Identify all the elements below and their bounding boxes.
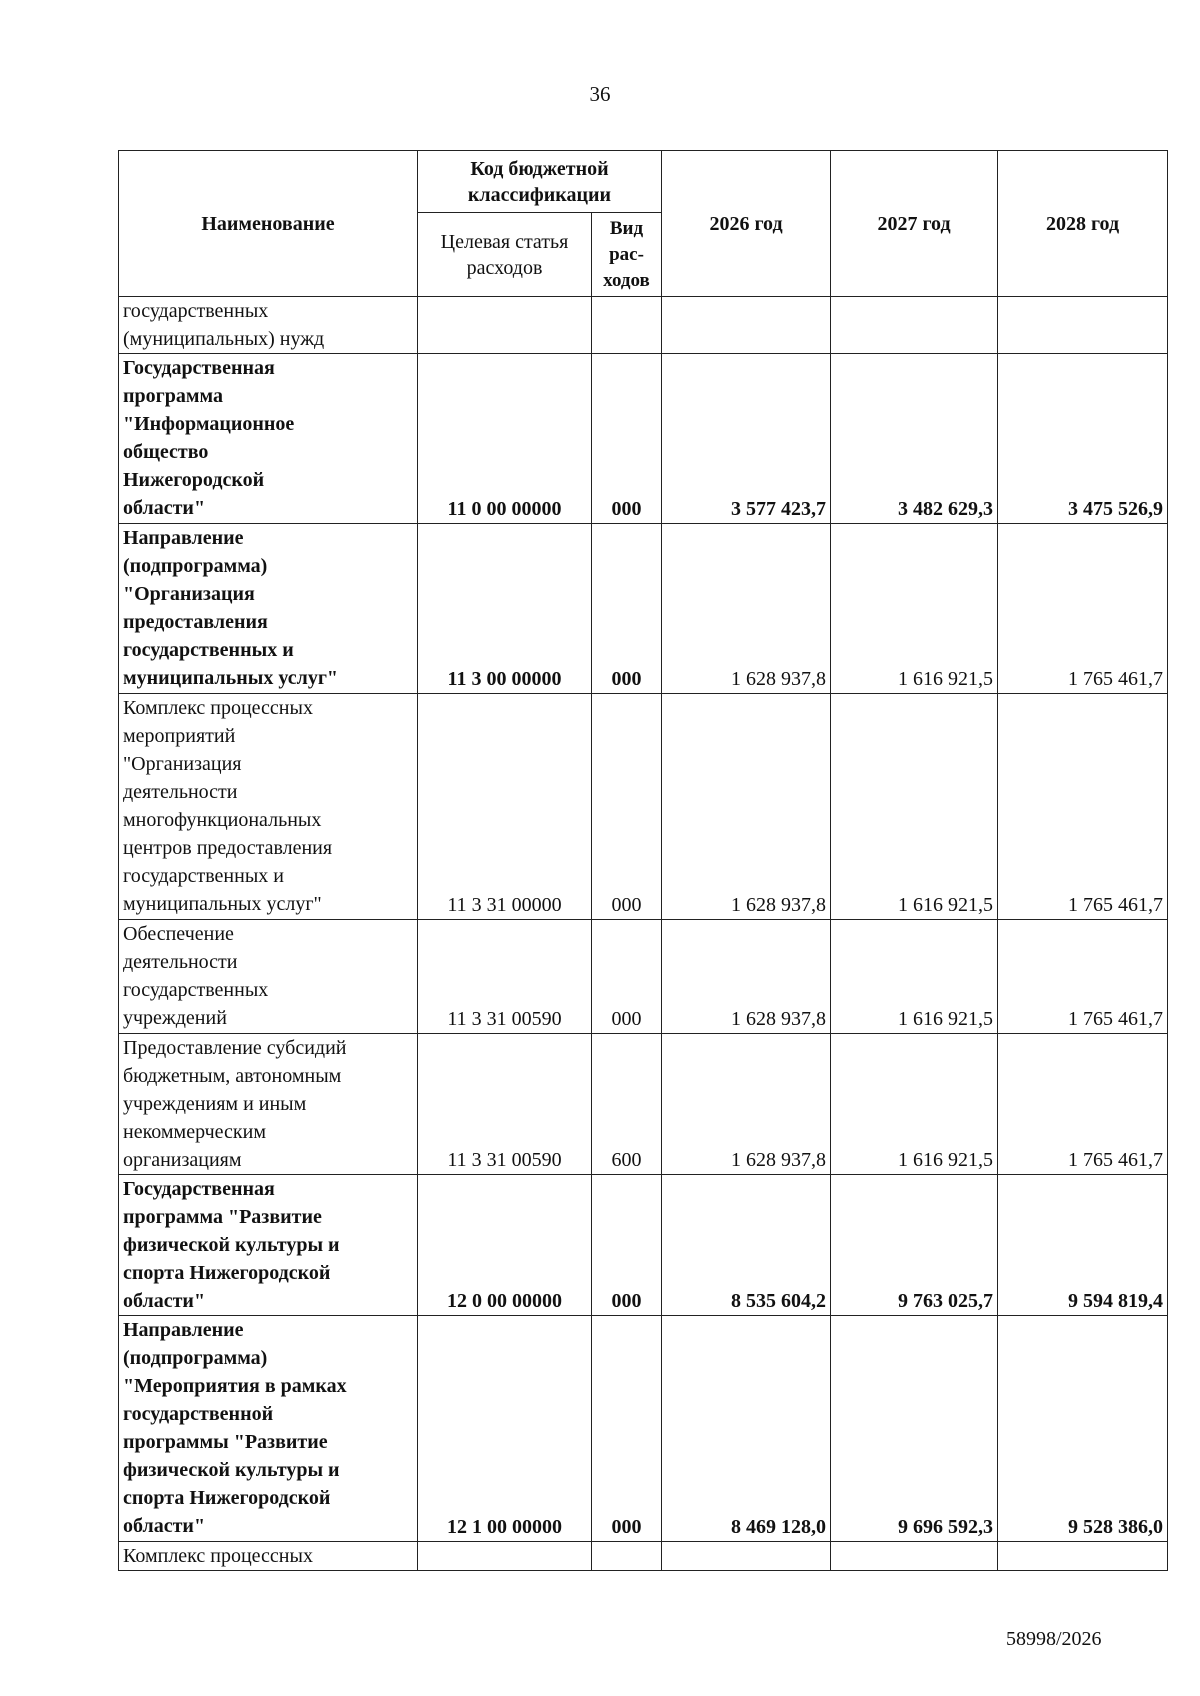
row-name-cell: государственных (муниципальных) нужд — [119, 297, 418, 354]
row-target-article-cell: 12 0 00 00000 — [418, 1175, 592, 1316]
table-header — [119, 151, 1168, 297]
row-expense-type-cell: 000 — [592, 920, 662, 1034]
row-value-2028-cell — [998, 1542, 1168, 1571]
row-value-2027-cell: 1 616 921,5 — [831, 920, 998, 1034]
row-target-article-cell: 12 1 00 00000 — [418, 1316, 592, 1542]
row-value-2026-cell: 3 577 423,7 — [662, 354, 831, 524]
row-expense-type-cell: 000 — [592, 354, 662, 524]
row-value-2028-cell: 1 765 461,7 — [998, 694, 1168, 920]
row-name-cell: Государственная программа "Развитие физической культуры и спорта Нижегородской области" — [119, 1175, 418, 1316]
header-code-group: Код бюджетной классификации — [418, 151, 662, 213]
row-value-2028-cell: 1 765 461,7 — [998, 1034, 1168, 1175]
row-name-cell: Обеспечение деятельности государственных учреждений — [119, 920, 418, 1034]
row-target-article-cell: 11 3 00 00000 — [418, 524, 592, 694]
table-body — [119, 297, 1168, 1571]
row-value-2027-cell: 9 763 025,7 — [831, 1175, 998, 1316]
row-name-cell: Направление (подпрограмма) "Организация предоставления государственных и муниципальных услуг" — [119, 524, 418, 694]
row-value-2027-cell: 9 696 592,3 — [831, 1316, 998, 1542]
row-target-article-cell: 11 3 31 00590 — [418, 920, 592, 1034]
table-row — [119, 297, 1168, 354]
page-number: 36 — [589, 82, 611, 106]
row-value-2026-cell: 1 628 937,8 — [662, 524, 831, 694]
table-row — [119, 1175, 1168, 1316]
row-expense-type-cell: 000 — [592, 1316, 662, 1542]
row-expense-type-cell — [592, 297, 662, 354]
row-name-cell: Государственная программа "Информационное общество Нижегородской области" — [119, 354, 418, 524]
table-row — [119, 1034, 1168, 1175]
row-value-2026-cell: 8 535 604,2 — [662, 1175, 831, 1316]
header-target-article: Целевая статья расходов — [418, 213, 592, 297]
table-row — [119, 354, 1168, 524]
row-expense-type-cell: 600 — [592, 1034, 662, 1175]
row-expense-type-cell: 000 — [592, 524, 662, 694]
row-target-article-cell — [418, 1542, 592, 1571]
row-value-2026-cell: 8 469 128,0 — [662, 1316, 831, 1542]
row-target-article-cell — [418, 297, 592, 354]
row-value-2026-cell: 1 628 937,8 — [662, 694, 831, 920]
row-value-2027-cell — [831, 297, 998, 354]
table-row — [119, 694, 1168, 920]
header-year-2028: 2028 год — [998, 151, 1168, 297]
row-name-cell: Комплекс процессных мероприятий "Организация деятельности многофункциональных центров предоставления государственных и муниципальных услуг" — [119, 694, 418, 920]
row-value-2028-cell: 1 765 461,7 — [998, 920, 1168, 1034]
row-value-2028-cell — [998, 297, 1168, 354]
header-year-2027: 2027 год — [831, 151, 998, 297]
header-name: Наименование — [119, 151, 418, 297]
row-value-2027-cell — [831, 1542, 998, 1571]
row-value-2026-cell — [662, 297, 831, 354]
row-value-2026-cell: 1 628 937,8 — [662, 1034, 831, 1175]
row-value-2028-cell: 3 475 526,9 — [998, 354, 1168, 524]
header-year-2026: 2026 год — [662, 151, 831, 297]
row-expense-type-cell — [592, 1542, 662, 1571]
row-expense-type-cell: 000 — [592, 1175, 662, 1316]
row-value-2028-cell: 9 594 819,4 — [998, 1175, 1168, 1316]
table-row — [119, 1542, 1168, 1571]
row-value-2027-cell: 3 482 629,3 — [831, 354, 998, 524]
row-value-2026-cell: 1 628 937,8 — [662, 920, 831, 1034]
row-value-2027-cell: 1 616 921,5 — [831, 694, 998, 920]
row-target-article-cell: 11 3 31 00590 — [418, 1034, 592, 1175]
row-value-2026-cell — [662, 1542, 831, 1571]
row-name-cell: Направление (подпрограмма) "Мероприятия в рамках государственной программы "Развитие физической культуры и спорта Нижегородской области" — [119, 1316, 418, 1542]
row-value-2028-cell: 9 528 386,0 — [998, 1316, 1168, 1542]
table-row — [119, 524, 1168, 694]
row-target-article-cell: 11 3 31 00000 — [418, 694, 592, 920]
header-expense-type: Вид рас-ходов — [592, 213, 662, 297]
row-name-cell: Комплекс процессных — [119, 1542, 418, 1571]
budget-table — [118, 150, 1168, 1571]
table-row — [119, 920, 1168, 1034]
row-value-2028-cell: 1 765 461,7 — [998, 524, 1168, 694]
row-value-2027-cell: 1 616 921,5 — [831, 1034, 998, 1175]
table-row — [119, 1316, 1168, 1542]
document-number: 58998/2026 — [1006, 1628, 1102, 1650]
row-target-article-cell: 11 0 00 00000 — [418, 354, 592, 524]
row-name-cell: Предоставление субсидий бюджетным, автономным учреждениям и иным некоммерческим организациям — [119, 1034, 418, 1175]
row-value-2027-cell: 1 616 921,5 — [831, 524, 998, 694]
row-expense-type-cell: 000 — [592, 694, 662, 920]
